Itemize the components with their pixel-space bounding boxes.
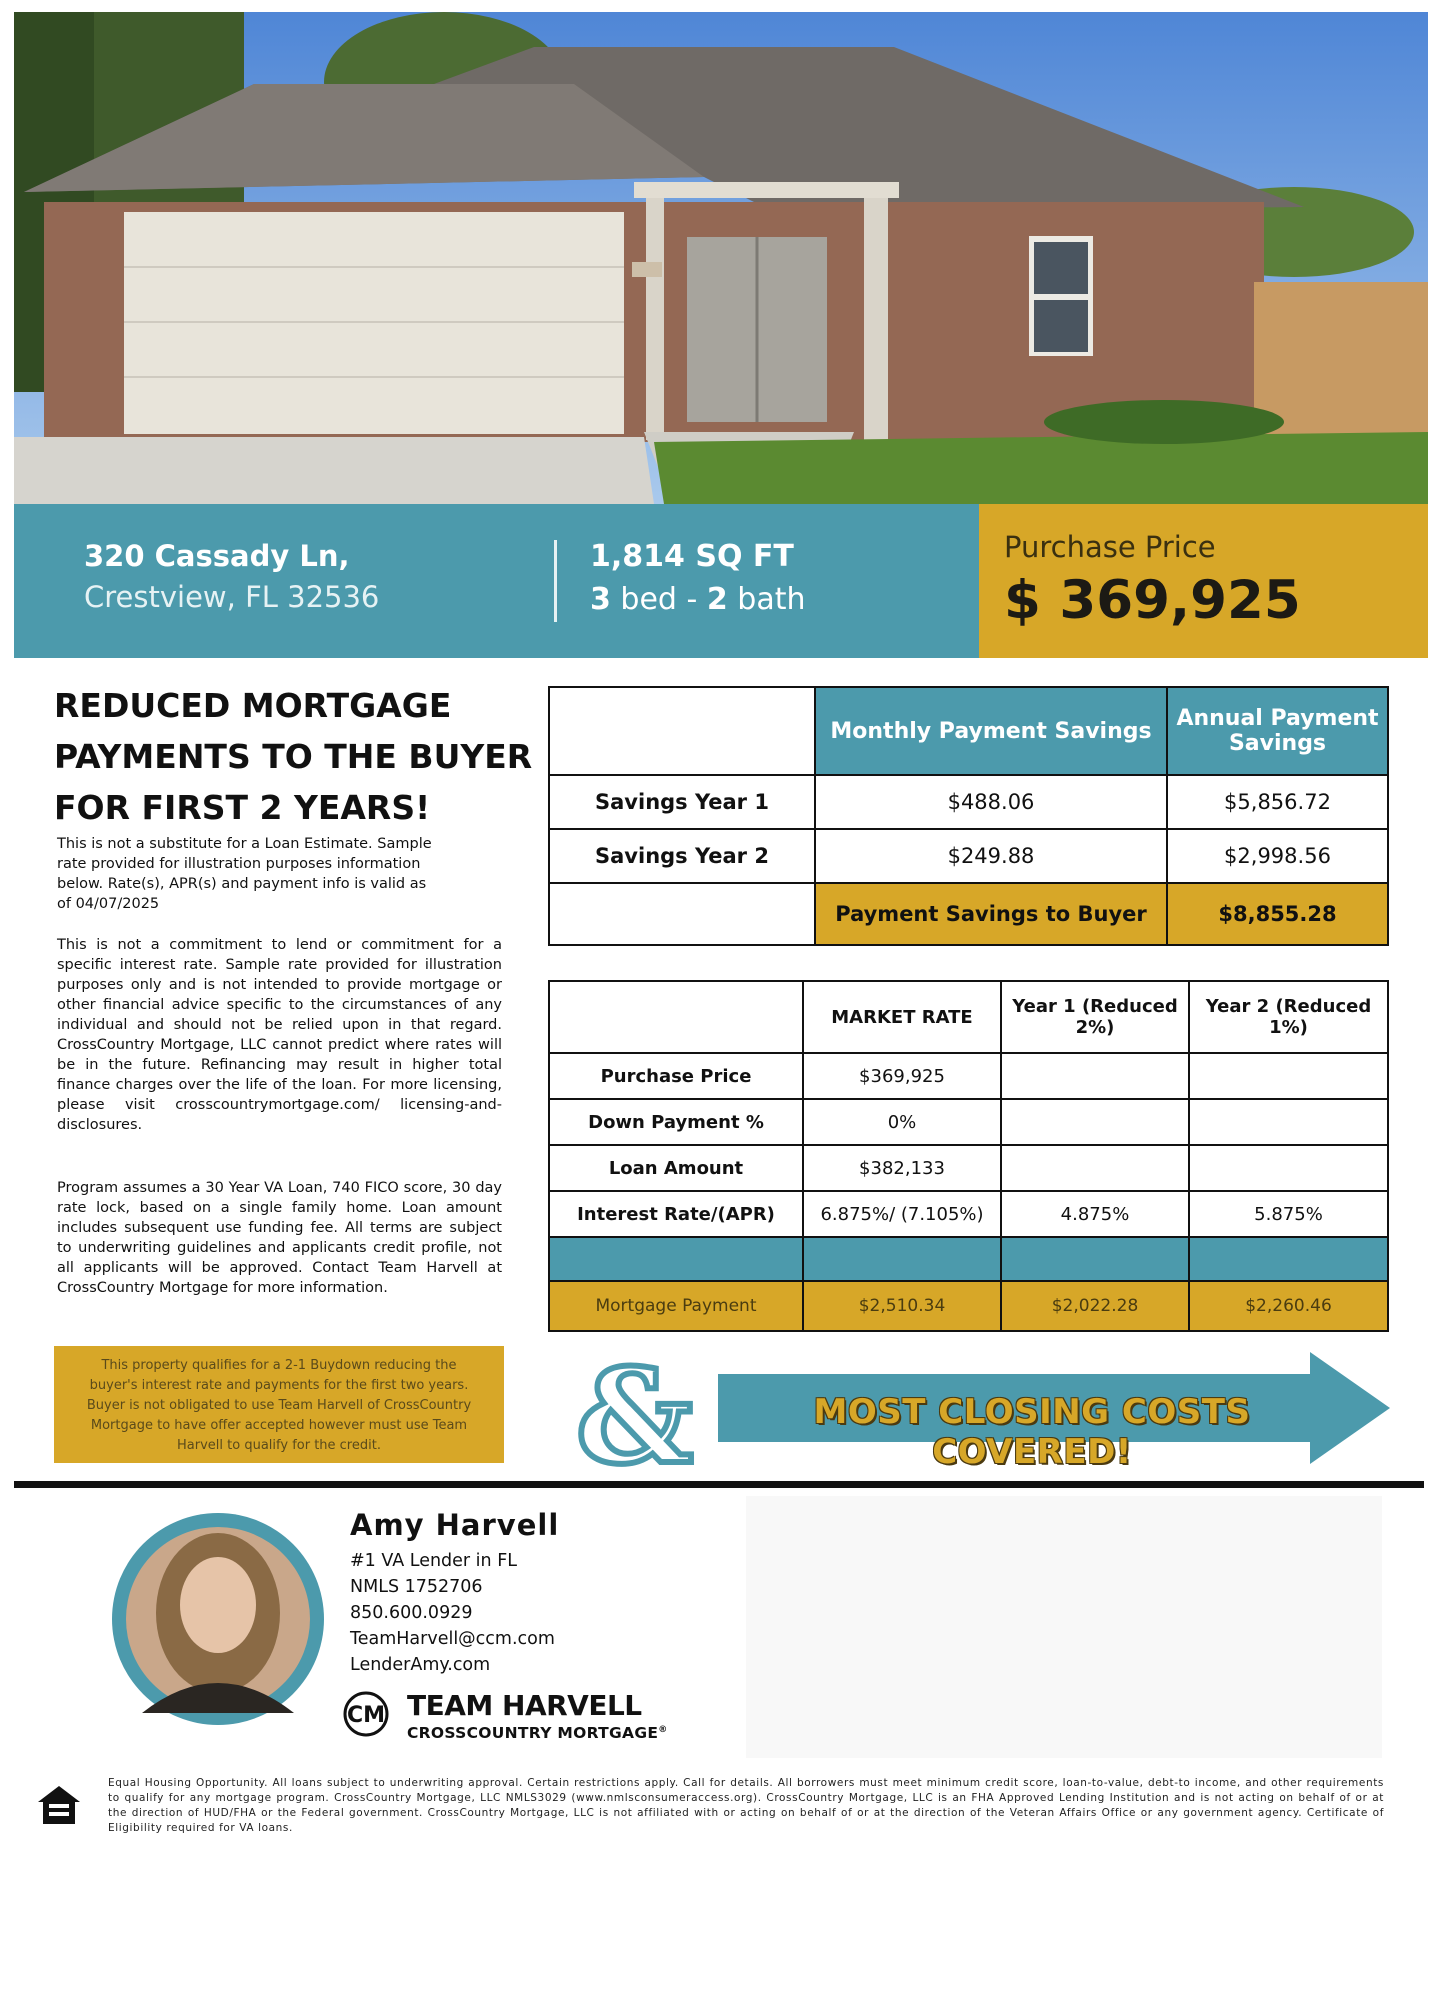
logo-letters: CM bbox=[346, 1703, 386, 1728]
section-divider bbox=[14, 1481, 1424, 1488]
beds-label: bed - bbox=[610, 582, 707, 617]
market-rate-cell: $369,925 bbox=[803, 1053, 1001, 1099]
address-line-1: 320 Cassady Ln, bbox=[84, 539, 350, 573]
baths-count: 2 bbox=[706, 582, 728, 617]
legal-footer: Equal Housing Opportunity. All loans subject to underwriting approval. Certain restrictions apply. Call for details. All borrowers must meet minimum credit score, loan-to-value, debt-to income, and other requirements to qualify for any mortgage program. CrossCountry Mortgage, LLC NMLS3029 (www.nmlsconsumeraccess.org). CrossCountry Mortgage, LLC is an FHA Approved Lending Institution and is not acting on behalf of or at the direction of HUD/FHA or the Federal government. CrossCountry Mortgage, LLC is not affiliated with or acting on behalf of or at the direction of the Veteran Affairs Office or any government agency. Certificate of Eligibility required for VA loans. bbox=[108, 1777, 1384, 1834]
row-label: Interest Rate/(APR) bbox=[549, 1191, 803, 1237]
headline: REDUCED MORTGAGE PAYMENTS TO THE BUYER FOR FIRST 2 YEARS! bbox=[54, 686, 533, 827]
table-row bbox=[549, 1145, 1388, 1191]
header-year2: Year 2 (Reduced 1%) bbox=[1189, 981, 1388, 1053]
agent-nmls: NMLS 1752706 bbox=[350, 1577, 483, 1597]
square-footage: 1,814 SQ FT bbox=[590, 539, 794, 574]
mortgage-payment-row bbox=[549, 1281, 1388, 1331]
market-payment: $2,510.34 bbox=[803, 1281, 1001, 1331]
agent-email[interactable]: TeamHarvell@ccm.com bbox=[350, 1629, 555, 1649]
table-row bbox=[549, 775, 1388, 829]
trademark-symbol: ® bbox=[658, 1724, 668, 1735]
table-row bbox=[549, 829, 1388, 883]
annual-savings-value: $2,998.56 bbox=[1167, 829, 1388, 883]
row-label: Loan Amount bbox=[549, 1145, 803, 1191]
row-label: Purchase Price bbox=[549, 1053, 803, 1099]
table-row bbox=[549, 1053, 1388, 1099]
rate-table bbox=[548, 980, 1389, 1332]
band-divider bbox=[554, 540, 557, 622]
year2-cell bbox=[1189, 1099, 1388, 1145]
total-savings-label: Payment Savings to Buyer bbox=[815, 883, 1167, 945]
header-monthly-savings: Monthly Payment Savings bbox=[815, 687, 1167, 775]
house-illustration bbox=[14, 12, 1428, 504]
market-rate-cell: $382,133 bbox=[803, 1145, 1001, 1191]
spacer-row bbox=[549, 1237, 1388, 1281]
header-year1: Year 1 (Reduced 2%) bbox=[1001, 981, 1189, 1053]
year1-cell bbox=[1001, 1145, 1189, 1191]
row-label: Down Payment % bbox=[549, 1099, 803, 1145]
year1-cell bbox=[1001, 1053, 1189, 1099]
year1-payment: $2,022.28 bbox=[1001, 1281, 1189, 1331]
annual-savings-value: $5,856.72 bbox=[1167, 775, 1388, 829]
company-name-text: CROSSCOUNTRY MORTGAGE bbox=[407, 1724, 659, 1742]
agent-name: Amy Harvell bbox=[350, 1508, 560, 1542]
buydown-note: This property qualifies for a 2-1 Buydown reducing the buyer's interest rate and payments for the first two years. Buyer is not obligated to use Team Harvell of CrossCountry Mortgage to have offer accepted however must use Team Harvell to qualify for the credit. bbox=[86, 1358, 472, 1453]
closing-costs-banner: MOST CLOSING COSTS COVERED! bbox=[813, 1392, 1251, 1472]
purchase-price-box bbox=[979, 504, 1428, 658]
header-market-rate: MARKET RATE bbox=[803, 981, 1001, 1053]
team-name: TEAM HARVELL bbox=[407, 1689, 642, 1722]
listing-info-band bbox=[14, 504, 979, 658]
year2-payment: $2,260.46 bbox=[1189, 1281, 1388, 1331]
disclaimer-commitment: This is not a commitment to lend or commitment for a specific interest rate. Sample rate provided for illustration purposes only and is not intended to provide mortgage or other financial advice specific to the circumstances of any individual and should not be relied upon in that regard. CrossCountry Mortgage, LLC cannot predict where rates will be in the future. Refinancing may result in higher total finance charges over the life of the loan. For more licensing, please visit crosscountrymortgage.com/ licensing-and-disclosures. bbox=[57, 937, 502, 1133]
savings-table bbox=[548, 686, 1389, 946]
monthly-savings-value: $488.06 bbox=[815, 775, 1167, 829]
house-photo bbox=[14, 12, 1428, 504]
year2-cell bbox=[1189, 1145, 1388, 1191]
year1-cell bbox=[1001, 1099, 1189, 1145]
row-label: Savings Year 1 bbox=[549, 775, 815, 829]
spacer-cell bbox=[1001, 1237, 1189, 1281]
spacer-cell bbox=[803, 1237, 1001, 1281]
beds-baths bbox=[590, 582, 805, 617]
monthly-savings-value: $249.88 bbox=[815, 829, 1167, 883]
agent-phone[interactable]: 850.600.0929 bbox=[350, 1603, 473, 1623]
buydown-note-box bbox=[54, 1346, 504, 1463]
baths-label: bath bbox=[727, 582, 806, 617]
address-line-2: Crestview, FL 32536 bbox=[84, 580, 380, 614]
year2-cell bbox=[1189, 1053, 1388, 1099]
year2-cell: 5.875% bbox=[1189, 1191, 1388, 1237]
ampersand-graphic bbox=[568, 1352, 698, 1472]
purchase-price-label: Purchase Price bbox=[1004, 530, 1216, 564]
header-annual-savings: Annual Payment Savings bbox=[1167, 687, 1388, 775]
total-savings-value: $8,855.28 bbox=[1167, 883, 1388, 945]
year1-cell: 4.875% bbox=[1001, 1191, 1189, 1237]
agent-title: #1 VA Lender in FL bbox=[350, 1551, 518, 1571]
market-rate-cell: 0% bbox=[803, 1099, 1001, 1145]
rate-header-blank bbox=[549, 981, 803, 1053]
total-row bbox=[549, 883, 1388, 945]
table-row bbox=[549, 1099, 1388, 1145]
company-name bbox=[407, 1724, 668, 1742]
disclaimer-program: Program assumes a 30 Year VA Loan, 740 FICO score, 30 day rate lock, based on a single family home. Loan amount includes subsequent use funding fee. All terms are subject to underwriting guidelines and applicants credit profile, not all applicants will be approved. Contact Team Harvell at CrossCountry Mortgage for more information. bbox=[57, 1180, 502, 1296]
row-label: Savings Year 2 bbox=[549, 829, 815, 883]
total-blank-cell bbox=[549, 883, 815, 945]
disclaimer-loan-estimate: This is not a substitute for a Loan Estimate. Sample rate provided for illustration purposes information below. Rate(s), APR(s) and payment info is valid as of 04/07/2025 bbox=[57, 836, 432, 912]
savings-header-blank bbox=[549, 687, 815, 775]
market-rate-cell: 6.875%/ (7.105%) bbox=[803, 1191, 1001, 1237]
beds-count: 3 bbox=[590, 582, 611, 617]
agent-website[interactable]: LenderAmy.com bbox=[350, 1655, 491, 1675]
spacer-cell bbox=[1189, 1237, 1388, 1281]
purchase-price-value: $ 369,925 bbox=[1004, 570, 1301, 631]
blank-area bbox=[746, 1496, 1382, 1758]
crosscountry-logo-icon bbox=[342, 1690, 390, 1738]
table-row bbox=[549, 1191, 1388, 1237]
row-label: Mortgage Payment bbox=[549, 1281, 803, 1331]
avatar bbox=[112, 1513, 324, 1725]
equal-housing-icon bbox=[34, 1782, 84, 1832]
spacer-cell bbox=[549, 1237, 803, 1281]
ampersand-glyph: & bbox=[576, 1352, 694, 1472]
